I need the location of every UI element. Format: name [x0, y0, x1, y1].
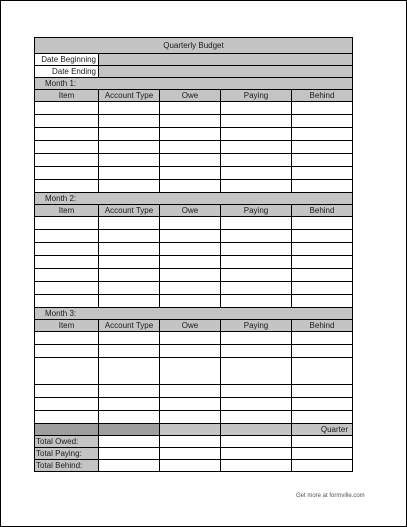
item-cell[interactable] [35, 128, 99, 141]
item-cell[interactable] [35, 411, 99, 424]
item-cell[interactable] [35, 115, 99, 128]
table-row [35, 385, 353, 398]
table-row [35, 398, 353, 411]
date-beginning-field[interactable] [99, 54, 353, 66]
table-row [35, 141, 353, 154]
table-row [35, 115, 353, 128]
behind-cell[interactable] [292, 115, 353, 128]
account-type-cell[interactable] [99, 385, 160, 398]
column-header-row [35, 205, 353, 217]
behind-cell[interactable] [292, 332, 353, 345]
total-owed-label: Total Owed: [35, 436, 99, 448]
item-cell[interactable] [35, 243, 99, 256]
table-row [35, 295, 353, 308]
table-row [35, 411, 353, 424]
paying-cell[interactable] [221, 167, 292, 180]
column-header-account-type: Account Type [99, 320, 160, 332]
item-cell[interactable] [35, 141, 99, 154]
column-header-paying: Paying [221, 205, 292, 217]
table-row [35, 358, 353, 385]
account-type-cell[interactable] [99, 256, 160, 269]
paying-cell[interactable] [221, 385, 292, 398]
quarter-spacer-cell [99, 424, 160, 436]
owe-cell[interactable] [160, 180, 221, 193]
column-header-paying: Paying [221, 320, 292, 332]
account-type-cell[interactable] [99, 398, 160, 411]
account-type-cell[interactable] [99, 102, 160, 115]
item-cell[interactable] [35, 269, 99, 282]
account-type-cell[interactable] [99, 332, 160, 345]
column-header-paying: Paying [221, 90, 292, 102]
item-cell[interactable] [35, 398, 99, 411]
quarter-spacer-cell [35, 424, 99, 436]
account-type-cell[interactable] [99, 243, 160, 256]
behind-cell[interactable] [292, 230, 353, 243]
behind-cell[interactable] [292, 180, 353, 193]
account-type-cell[interactable] [99, 282, 160, 295]
total-owed-owe-cell[interactable] [160, 436, 221, 448]
table-row [35, 269, 353, 282]
behind-cell[interactable] [292, 102, 353, 115]
behind-cell[interactable] [292, 358, 353, 385]
paying-cell[interactable] [221, 256, 292, 269]
column-header-item: Item [35, 90, 99, 102]
total-paying-owe-cell[interactable] [160, 448, 221, 460]
owe-cell[interactable] [160, 217, 221, 230]
paying-cell[interactable] [221, 154, 292, 167]
behind-cell[interactable] [292, 269, 353, 282]
column-header-account-type: Account Type [99, 90, 160, 102]
total-behind-paying-cell[interactable] [221, 460, 292, 472]
paying-cell[interactable] [221, 269, 292, 282]
column-header-owe: Owe [160, 205, 221, 217]
item-cell[interactable] [35, 345, 99, 358]
paying-cell[interactable] [221, 398, 292, 411]
column-header-row [35, 320, 353, 332]
column-header-account-type: Account Type [99, 205, 160, 217]
owe-cell[interactable] [160, 269, 221, 282]
account-type-cell[interactable] [99, 230, 160, 243]
behind-cell[interactable] [292, 141, 353, 154]
paying-cell[interactable] [221, 345, 292, 358]
behind-cell[interactable] [292, 128, 353, 141]
behind-cell[interactable] [292, 385, 353, 398]
behind-cell[interactable] [292, 243, 353, 256]
item-cell[interactable] [35, 180, 99, 193]
total-owed-account-type-cell[interactable] [99, 436, 160, 448]
column-header-behind: Behind [292, 320, 353, 332]
table-row [35, 128, 353, 141]
account-type-cell[interactable] [99, 167, 160, 180]
total-behind-label: Total Behind: [35, 460, 99, 472]
total-owed-behind-cell[interactable] [292, 436, 353, 448]
column-header-owe: Owe [160, 320, 221, 332]
owe-cell[interactable] [160, 167, 221, 180]
behind-cell[interactable] [292, 154, 353, 167]
date-beginning-label: Date Beginning [35, 54, 99, 66]
owe-cell[interactable] [160, 230, 221, 243]
behind-cell[interactable] [292, 167, 353, 180]
paying-cell[interactable] [221, 230, 292, 243]
footer-note: Get more at formville.com [296, 493, 365, 499]
account-type-cell[interactable] [99, 141, 160, 154]
item-cell[interactable] [35, 230, 99, 243]
column-header-behind: Behind [292, 90, 353, 102]
behind-cell[interactable] [292, 398, 353, 411]
account-type-cell[interactable] [99, 269, 160, 282]
date-ending-field[interactable] [99, 66, 353, 78]
table-row [35, 243, 353, 256]
behind-cell[interactable] [292, 217, 353, 230]
item-cell[interactable] [35, 332, 99, 345]
column-header-owe: Owe [160, 90, 221, 102]
owe-cell[interactable] [160, 332, 221, 345]
form-title: Quarterly Budget [35, 38, 353, 54]
table-row [35, 180, 353, 193]
owe-cell[interactable] [160, 115, 221, 128]
behind-cell[interactable] [292, 256, 353, 269]
owe-cell[interactable] [160, 358, 221, 385]
owe-cell[interactable] [160, 256, 221, 269]
column-header-behind: Behind [292, 205, 353, 217]
item-cell[interactable] [35, 217, 99, 230]
paying-cell[interactable] [221, 295, 292, 308]
behind-cell[interactable] [292, 411, 353, 424]
item-cell[interactable] [35, 154, 99, 167]
month-3-label: Month 3: [35, 308, 353, 320]
column-header-item: Item [35, 320, 99, 332]
owe-cell[interactable] [160, 128, 221, 141]
paying-cell[interactable] [221, 282, 292, 295]
quarterly-budget-form [34, 37, 353, 472]
total-paying-paying-cell[interactable] [221, 448, 292, 460]
total-paying-label: Total Paying: [35, 448, 99, 460]
behind-cell[interactable] [292, 282, 353, 295]
table-row [35, 332, 353, 345]
account-type-cell[interactable] [99, 411, 160, 424]
date-ending-label: Date Ending [35, 66, 99, 78]
owe-cell[interactable] [160, 411, 221, 424]
owe-cell[interactable] [160, 398, 221, 411]
paying-cell[interactable] [221, 115, 292, 128]
item-cell[interactable] [35, 385, 99, 398]
paying-cell[interactable] [221, 180, 292, 193]
paying-cell[interactable] [221, 358, 292, 385]
owe-cell[interactable] [160, 154, 221, 167]
table-row [35, 282, 353, 295]
item-cell[interactable] [35, 295, 99, 308]
account-type-cell[interactable] [99, 217, 160, 230]
month-2-label: Month 2: [35, 193, 353, 205]
table-row [35, 256, 353, 269]
owe-cell[interactable] [160, 295, 221, 308]
paying-cell[interactable] [221, 411, 292, 424]
owe-cell[interactable] [160, 243, 221, 256]
table-row [35, 345, 353, 358]
total-owed-paying-cell[interactable] [221, 436, 292, 448]
total-paying-behind-cell[interactable] [292, 448, 353, 460]
table-row [35, 230, 353, 243]
month-1-label: Month 1: [35, 78, 353, 90]
account-type-cell[interactable] [99, 128, 160, 141]
account-type-cell[interactable] [99, 345, 160, 358]
owe-cell[interactable] [160, 141, 221, 154]
total-behind-account-type-cell[interactable] [99, 460, 160, 472]
item-cell[interactable] [35, 167, 99, 180]
account-type-cell[interactable] [99, 154, 160, 167]
table-row [35, 167, 353, 180]
total-behind-owe-cell[interactable] [160, 460, 221, 472]
total-behind-behind-cell[interactable] [292, 460, 353, 472]
item-cell[interactable] [35, 102, 99, 115]
behind-cell[interactable] [292, 295, 353, 308]
item-cell[interactable] [35, 256, 99, 269]
account-type-cell[interactable] [99, 295, 160, 308]
table-row [35, 154, 353, 167]
column-header-row [35, 90, 353, 102]
account-type-cell[interactable] [99, 180, 160, 193]
owe-cell[interactable] [160, 282, 221, 295]
paying-cell[interactable] [221, 332, 292, 345]
paying-cell[interactable] [221, 128, 292, 141]
item-cell[interactable] [35, 282, 99, 295]
paying-cell[interactable] [221, 102, 292, 115]
owe-cell[interactable] [160, 102, 221, 115]
account-type-cell[interactable] [99, 358, 160, 385]
owe-cell[interactable] [160, 345, 221, 358]
behind-cell[interactable] [292, 345, 353, 358]
paying-cell[interactable] [221, 141, 292, 154]
table-row [35, 102, 353, 115]
column-header-item: Item [35, 205, 99, 217]
total-paying-account-type-cell[interactable] [99, 448, 160, 460]
owe-cell[interactable] [160, 385, 221, 398]
table-row [35, 217, 353, 230]
item-cell[interactable] [35, 358, 99, 385]
account-type-cell[interactable] [99, 115, 160, 128]
quarter-spacer-cell [221, 424, 292, 436]
quarter-label: Quarter [292, 424, 353, 436]
quarter-spacer-cell [160, 424, 221, 436]
paying-cell[interactable] [221, 243, 292, 256]
paying-cell[interactable] [221, 217, 292, 230]
